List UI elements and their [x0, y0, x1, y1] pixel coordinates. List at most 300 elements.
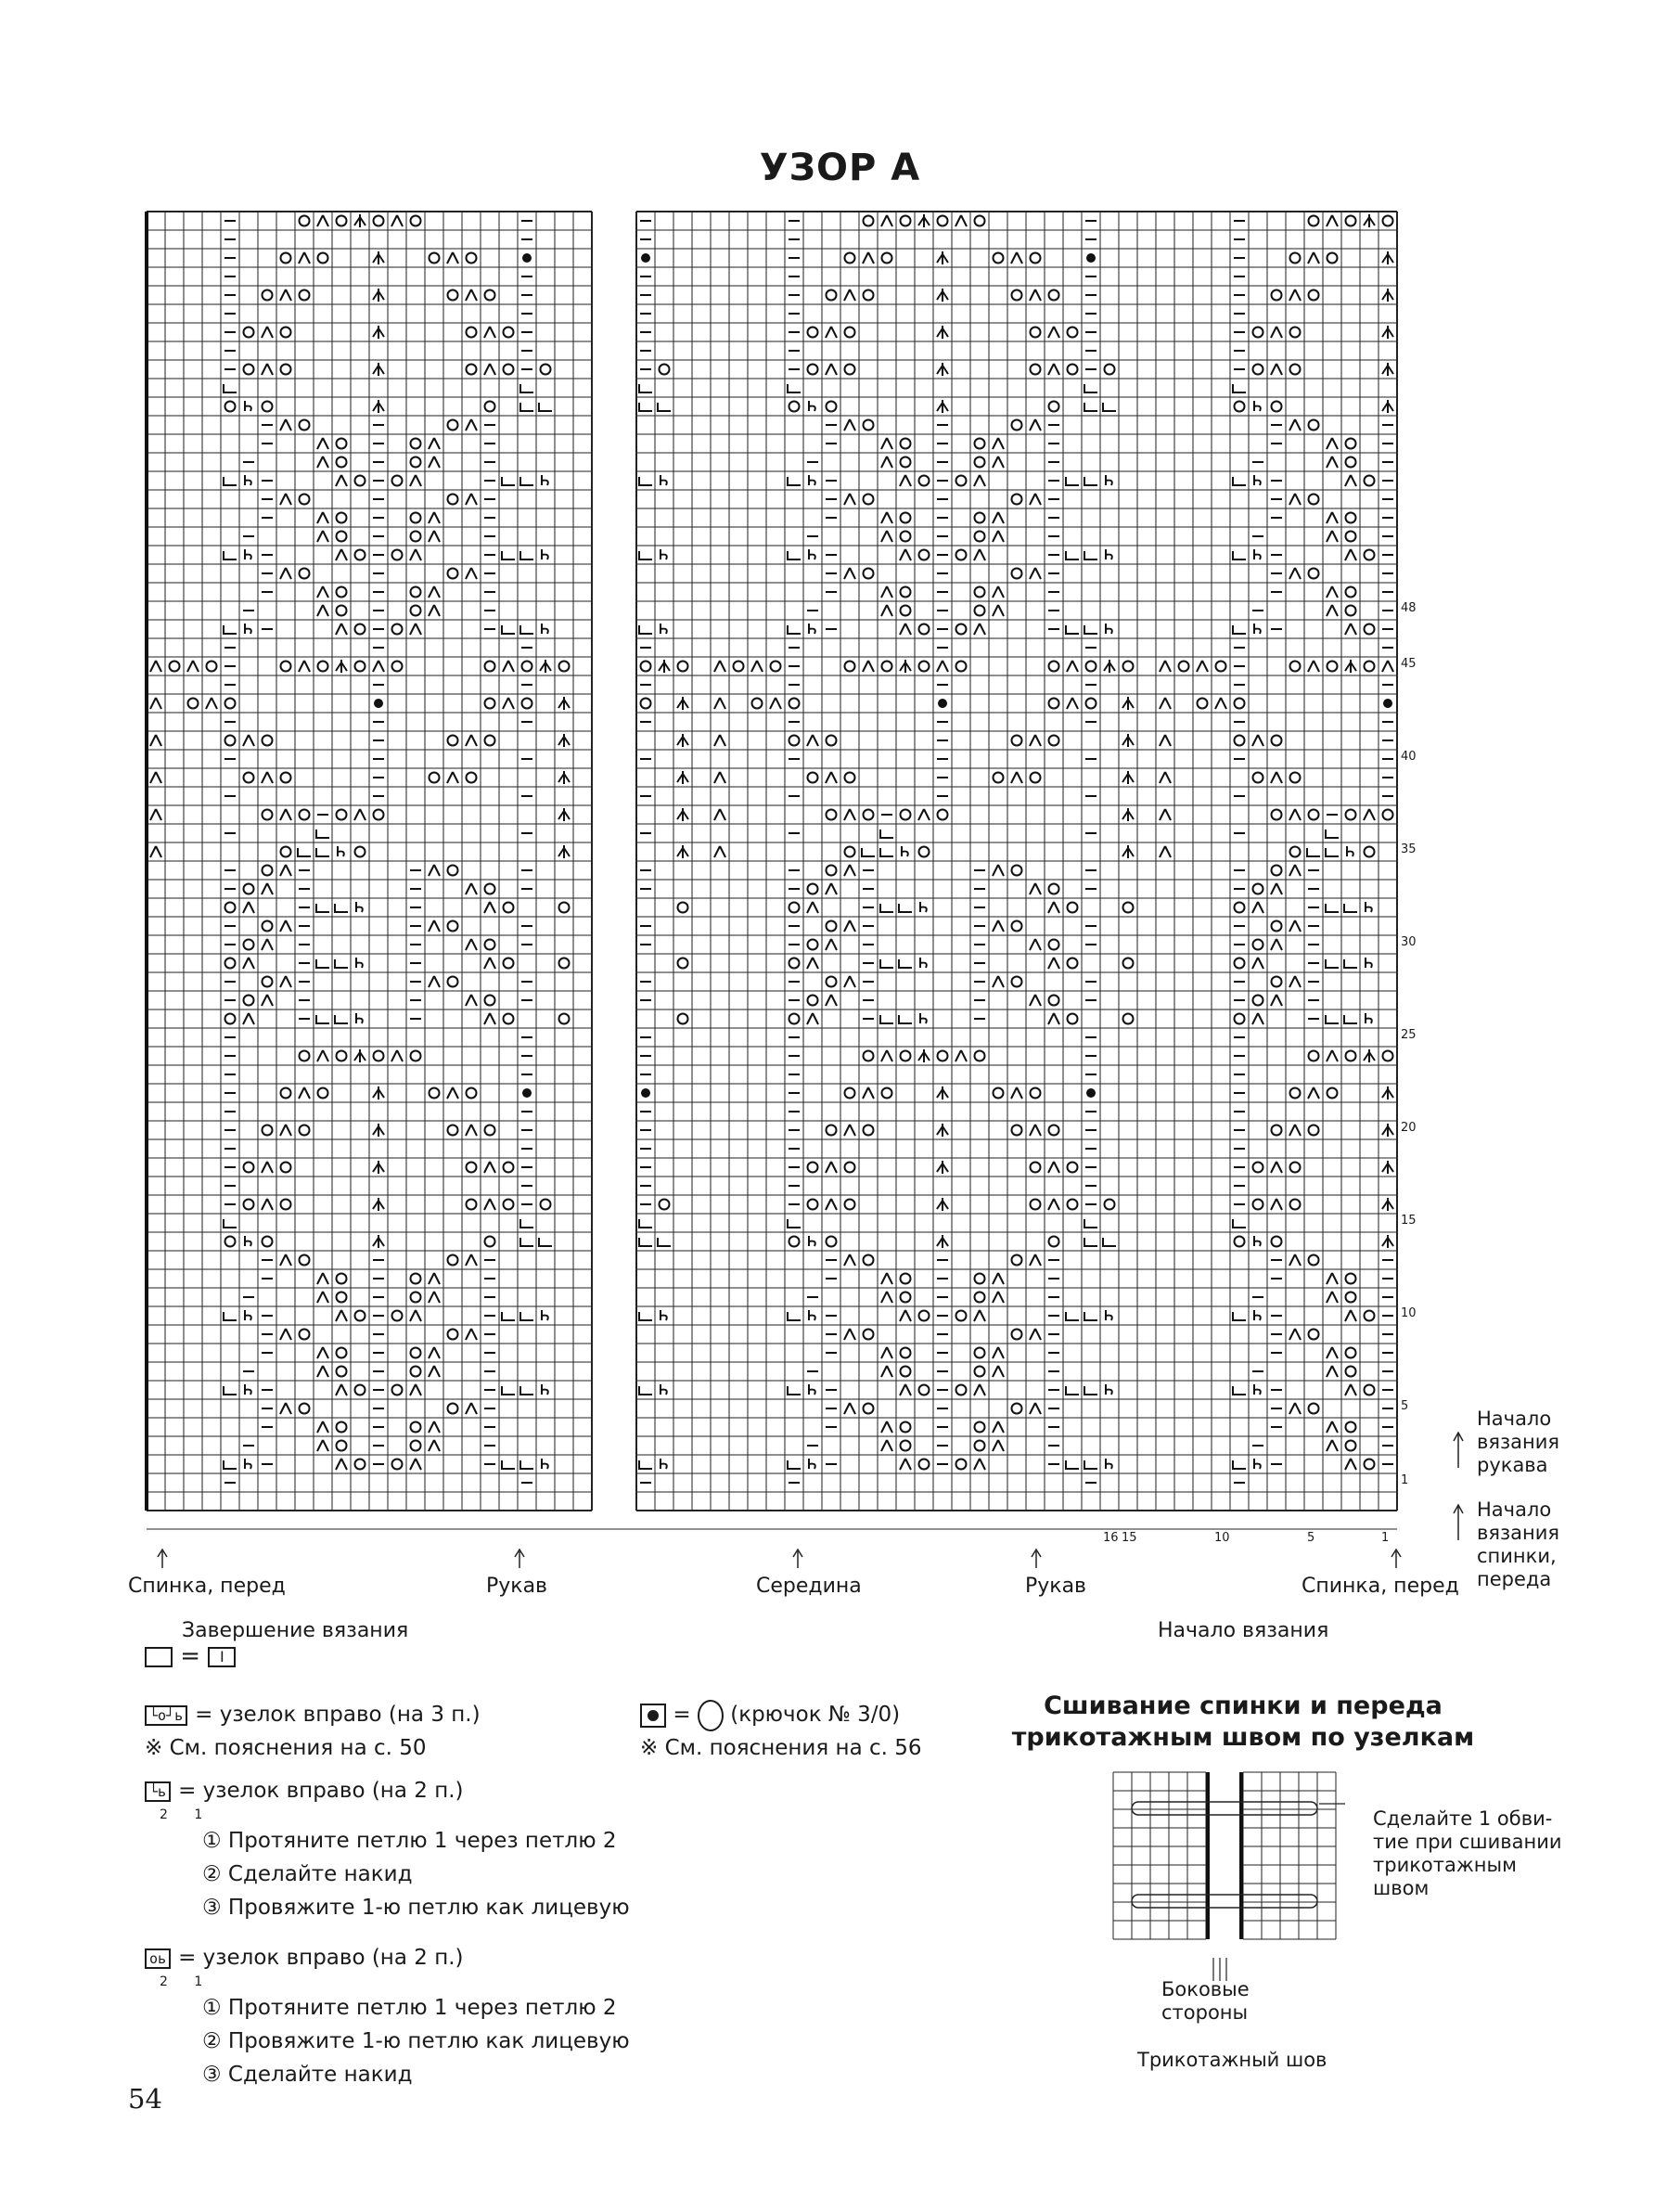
left-panel-decrease-mark: [267, 364, 273, 375]
right-panel-knot-mark: [1254, 475, 1261, 485]
right-panel-decrease-mark: [1221, 698, 1226, 709]
right-panel-decrease-mark: [844, 568, 850, 579]
left-panel-yarnover-mark: [541, 365, 551, 375]
left-panel-decrease-mark: [286, 494, 291, 505]
knot2a-symbol: └ь: [145, 1781, 171, 1802]
right-panel-decrease-mark: [1258, 958, 1263, 969]
right-panel-decrease-mark: [1289, 1329, 1295, 1340]
left-panel-decrease-mark: [447, 772, 453, 783]
left-panel-yarnover-mark: [504, 328, 514, 338]
left-panel-yarnover-mark: [244, 365, 254, 375]
right-panel-yarnover-mark: [1272, 866, 1282, 876]
left-panel-decrease-mark: [410, 1384, 416, 1395]
right-panel-decrease-mark: [1165, 698, 1171, 709]
right-panel-decrease-mark: [844, 920, 850, 932]
right-panel-knot-mark: [1326, 848, 1339, 856]
right-panel-decrease-mark: [1314, 252, 1319, 264]
left-panel-knot-mark: [539, 403, 552, 411]
right-panel-decrease-mark: [1271, 327, 1276, 338]
right-panel-knot-mark: [809, 1459, 815, 1469]
left-panel-knot-mark: [520, 403, 533, 411]
right-panel-yarnover-mark: [975, 1441, 985, 1451]
right-panel-yarnover-mark: [1309, 216, 1319, 226]
left-panel-decrease-mark: [429, 1347, 434, 1358]
right-panel-decrease-mark: [881, 1440, 887, 1451]
left-panel-decrease-mark: [490, 327, 495, 338]
right-panel-yarnover-mark: [1049, 402, 1059, 412]
right-panel-decrease-mark: [1252, 735, 1258, 746]
right-panel-decrease-mark: [850, 920, 855, 932]
right-panel-decrease-mark: [1332, 512, 1338, 523]
left-panel-decrease-mark: [262, 1162, 267, 1173]
right-panel-yarnover-mark: [882, 662, 892, 672]
right-panel-decrease-mark: [831, 327, 837, 338]
left-panel-decrease-mark: [267, 1162, 273, 1173]
left-panel-yarnover-mark: [263, 921, 273, 932]
left-panel-decrease-mark: [304, 661, 310, 672]
row-number: 35: [1401, 842, 1417, 856]
left-panel-decrease-mark: [466, 939, 471, 950]
left-panel-yarnover-mark: [355, 1460, 365, 1470]
right-panel-knot-mark: [1233, 625, 1246, 634]
right-panel-yarnover-mark: [1105, 365, 1115, 375]
left-panel-yarnover-mark: [448, 420, 458, 431]
right-panel-decrease-mark: [826, 939, 831, 950]
right-panel-yarnover-mark: [901, 439, 911, 449]
left-panel-decrease-mark: [317, 531, 323, 542]
right-panel-decrease-mark: [887, 1050, 892, 1061]
right-panel-knot-mark: [809, 549, 815, 559]
left-panel-knot-mark: [316, 1015, 329, 1023]
right-panel-yarnover-mark: [1068, 903, 1078, 913]
right-panel-decrease-mark: [905, 1459, 911, 1470]
right-panel-yarnover-mark: [901, 216, 911, 226]
right-panel-yarnover-mark: [1309, 1051, 1319, 1061]
left-panel-decrease-mark: [434, 457, 440, 468]
left-panel-decrease-mark: [484, 958, 490, 969]
right-panel-knot-mark: [920, 958, 927, 968]
right-panel-yarnover-mark: [975, 587, 985, 598]
left-panel-yarnover-mark: [281, 1200, 291, 1210]
right-panel-decrease-mark: [1369, 809, 1375, 820]
right-panel-yarnover-mark: [938, 216, 948, 226]
right-panel-knot-mark: [809, 1236, 815, 1246]
left-panel-yarnover-mark: [430, 253, 440, 264]
left-panel-decrease-mark: [317, 512, 323, 523]
right-panel-yarnover-mark: [864, 495, 874, 505]
right-panel-yarnover-mark: [1049, 699, 1059, 709]
left-panel-decrease-mark: [410, 549, 416, 560]
left-panel-yarnover-mark: [337, 1274, 347, 1284]
left-panel-yarnover-mark: [337, 457, 347, 468]
right-panel-decrease-mark: [881, 215, 887, 226]
right-panel-decrease-mark: [1289, 1403, 1295, 1414]
left-panel-decrease-mark: [286, 976, 291, 987]
left-panel-knot-mark: [356, 1013, 363, 1023]
right-panel-yarnover-mark: [1012, 921, 1022, 932]
left-panel-knot-mark: [245, 1310, 251, 1320]
left-panel-yarnover-mark: [281, 253, 291, 264]
right-panel-decrease-mark: [887, 605, 892, 616]
right-panel-decrease-mark: [714, 735, 720, 746]
right-panel-knot-mark: [660, 1384, 667, 1395]
right-panel-decrease-mark: [1165, 809, 1171, 820]
left-panel-decrease-mark: [286, 1254, 291, 1266]
right-panel-yarnover-mark: [975, 1348, 985, 1358]
column-number: 16: [1103, 1531, 1119, 1545]
left-panel-yarnover-mark: [504, 1014, 514, 1024]
right-panel-decrease-mark: [1276, 1162, 1282, 1173]
right-panel-yarnover-mark: [1365, 847, 1375, 857]
left-panel-decrease-mark: [304, 252, 310, 264]
left-panel-yarnover-mark: [263, 1237, 273, 1247]
legend-left: └o┘ь = узелок вправо (на 3 п.) ※ См. пояснения на с. 50 └ь = узелок вправо (на 2 п.) 2 1 ① Протяните петлю 1 через петлю 2 ② Сделайте накид ③ Провяжите 1-ю петлю как лицевую оь = узелок вправо (на 2 п.) 2 1 ① Протяните петлю 1 через петлю 2 ② Провяжите 1-ю петлю как лицевую ③ Сделайте накид: [145, 1698, 664, 2091]
right-panel-decrease-mark: [850, 494, 855, 505]
left-panel-decrease-mark: [280, 865, 286, 876]
right-panel-yarnover-mark: [1309, 290, 1319, 301]
right-panel-decrease-mark: [1327, 1273, 1332, 1284]
left-panel-decrease-mark: [471, 1254, 477, 1266]
left-panel-yarnover-mark: [318, 1088, 328, 1099]
right-panel-decrease-mark: [1035, 1125, 1041, 1136]
left-panel-decrease-mark: [484, 902, 490, 913]
right-panel-yarnover-mark: [901, 1348, 911, 1358]
right-panel-knot-mark: [1254, 549, 1261, 559]
right-panel-yarnover-mark: [1253, 996, 1263, 1006]
left-panel-decrease-mark: [429, 1421, 434, 1433]
right-panel-yarnover-mark: [1012, 495, 1022, 505]
right-panel-decrease-mark: [1048, 1199, 1054, 1210]
right-panel-yarnover-mark: [975, 606, 985, 616]
right-panel-yarnover-mark: [1049, 940, 1059, 950]
right-panel-decrease-mark: [1332, 531, 1338, 542]
left-panel-decrease-mark: [304, 1087, 310, 1099]
right-panel-yarnover-mark: [901, 1441, 911, 1451]
right-panel-knot-mark: [899, 1015, 912, 1023]
right-panel-decrease-mark: [1030, 568, 1035, 579]
right-panel-knot-mark: [658, 403, 671, 411]
right-panel-decrease-mark: [887, 1421, 892, 1433]
right-panel-yarnover-mark: [1327, 253, 1338, 264]
seam-label: Трикотажный шов: [1137, 2049, 1327, 2071]
right-panel-knot-mark: [788, 551, 801, 559]
right-panel-knot-mark: [899, 959, 912, 968]
right-panel-knot-mark: [639, 1238, 652, 1246]
left-panel-decrease-mark: [471, 568, 477, 579]
right-panel-yarnover-mark: [919, 662, 930, 672]
right-panel-decrease-mark: [1276, 995, 1282, 1006]
right-panel-knot-mark: [660, 1310, 667, 1320]
left-panel-yarnover-mark: [337, 1367, 347, 1377]
page-number: 54: [128, 2083, 162, 2115]
right-panel-yarnover-mark: [864, 1255, 874, 1266]
right-panel-decrease-mark: [1035, 494, 1041, 505]
row-number: 15: [1401, 1214, 1417, 1228]
left-panel-yarnover-mark: [411, 216, 421, 226]
right-panel-knot-mark: [1344, 959, 1357, 968]
left-panel-decrease-mark: [416, 1310, 421, 1321]
right-panel-yarnover-mark: [1012, 290, 1022, 301]
note-body-start: Начало вязания спинки, переда: [1477, 1498, 1560, 1590]
right-panel-decrease-mark: [863, 661, 868, 672]
left-panel-yarnover-mark: [244, 1200, 254, 1210]
right-panel-yarnover-mark: [808, 1200, 818, 1210]
left-panel-yarnover-mark: [300, 495, 310, 505]
right-panel-decrease-mark: [1252, 902, 1258, 913]
left-panel-yarnover-mark: [392, 550, 403, 560]
right-panel-yarnover-mark: [1068, 1200, 1078, 1210]
right-panel-yarnover-mark: [994, 1088, 1004, 1099]
left-panel-decrease-mark: [484, 1162, 490, 1173]
left-panel-decrease-mark: [267, 939, 273, 950]
right-panel-decrease-mark: [1160, 735, 1165, 746]
right-panel-decrease-mark: [1030, 883, 1035, 894]
left-panel-decrease-mark: [262, 364, 267, 375]
right-panel-knot-mark: [1084, 1219, 1097, 1228]
right-panel-decrease-mark: [1332, 586, 1338, 598]
right-panel-knot-mark: [1233, 1386, 1246, 1395]
left-panel-knot-mark: [224, 1312, 237, 1320]
right-panel-yarnover-mark: [1383, 1051, 1393, 1061]
left-panel-yarnover-mark: [355, 1311, 365, 1321]
left-panel-yarnover-mark: [300, 1051, 310, 1061]
left-panel-decrease-mark: [490, 902, 495, 913]
right-panel-decrease-mark: [1197, 661, 1202, 672]
left-panel-yarnover-mark: [207, 662, 217, 672]
left-panel-decrease-mark: [193, 661, 199, 672]
right-panel-decrease-mark: [980, 624, 985, 635]
right-panel-decrease-mark: [1030, 1125, 1035, 1136]
left-panel-decrease-mark: [323, 215, 328, 226]
left-panel-decrease-mark: [429, 865, 434, 876]
right-panel-decrease-mark: [844, 419, 850, 431]
right-panel-knot-mark: [788, 1312, 801, 1320]
left-panel-knot-mark: [316, 829, 329, 838]
left-panel-yarnover-mark: [504, 365, 514, 375]
left-panel-yarnover-mark: [411, 1422, 421, 1433]
left-panel-yarnover-mark: [263, 1125, 273, 1136]
left-panel-decrease-mark: [471, 1403, 477, 1414]
right-panel-yarnover-mark: [845, 847, 855, 857]
right-panel-yarnover-mark: [1235, 736, 1245, 746]
right-panel-decrease-mark: [850, 865, 855, 876]
right-panel-yarnover-mark: [789, 903, 800, 913]
left-panel-yarnover-mark: [225, 1237, 236, 1247]
left-panel-yarnover-mark: [300, 216, 310, 226]
right-panel-decrease-mark: [1364, 809, 1369, 820]
right-panel-decrease-mark: [826, 1199, 831, 1210]
right-panel-yarnover-mark: [1290, 365, 1301, 375]
label-back-front-left: Спинка, перед: [128, 1575, 286, 1598]
left-panel-yarnover-mark: [337, 1051, 347, 1061]
left-panel-yarnover-mark: [300, 569, 310, 579]
right-panel-decrease-mark: [807, 958, 813, 969]
left-panel-yarnover-mark: [467, 1200, 477, 1210]
right-panel-yarnover-mark: [1290, 847, 1301, 857]
left-panel-decrease-mark: [466, 1125, 471, 1136]
right-panel-decrease-mark: [850, 419, 855, 431]
left-panel-yarnover-mark: [281, 1163, 291, 1173]
right-panel-yarnover-mark: [1346, 810, 1356, 820]
right-panel-yarnover-mark: [1068, 365, 1078, 375]
left-panel-yarnover-mark: [355, 662, 365, 672]
left-panel-decrease-mark: [471, 1125, 477, 1136]
right-panel-yarnover-mark: [919, 550, 930, 560]
left-panel-yarnover-mark: [318, 253, 328, 264]
left-panel-decrease-mark: [323, 1292, 328, 1303]
right-panel-decrease-mark: [1165, 846, 1171, 857]
right-panel-yarnover-mark: [1272, 402, 1282, 412]
right-panel-decrease-mark: [1054, 958, 1059, 969]
right-panel-decrease-mark: [1289, 1254, 1295, 1266]
right-panel-decrease-mark: [1289, 809, 1295, 820]
right-panel-yarnover-mark: [845, 253, 855, 264]
right-panel-yarnover-mark: [1235, 699, 1245, 709]
left-panel-decrease-mark: [317, 1421, 323, 1433]
right-panel-decrease-mark: [993, 1273, 998, 1284]
left-panel-yarnover-mark: [411, 513, 421, 523]
left-panel-yarnover-mark: [485, 1237, 495, 1247]
right-panel-decrease-mark: [844, 809, 850, 820]
right-panel-yarnover-mark: [1290, 662, 1301, 672]
left-panel-yarnover-mark: [225, 402, 236, 412]
left-panel-decrease-mark: [434, 1421, 440, 1433]
right-panel-decrease-mark: [1215, 698, 1221, 709]
left-panel-decrease-mark: [317, 1050, 323, 1061]
right-panel-knot-mark: [639, 551, 652, 559]
left-panel-decrease-mark: [484, 1013, 490, 1024]
right-panel-knot-mark: [1084, 625, 1097, 634]
left-panel-decrease-mark: [447, 252, 453, 264]
right-panel-decrease-mark: [1327, 457, 1332, 468]
right-panel-yarnover-mark: [1012, 866, 1022, 876]
left-panel-decrease-mark: [466, 1403, 471, 1414]
right-panel-yarnover-mark: [864, 1330, 874, 1340]
left-panel-yarnover-mark: [355, 1385, 365, 1395]
left-panel-yarnover-mark: [448, 569, 458, 579]
left-panel-decrease-mark: [341, 549, 347, 560]
left-panel-decrease-mark: [249, 1013, 254, 1024]
left-panel-yarnover-mark: [318, 662, 328, 672]
right-panel-yarnover-mark: [975, 439, 985, 449]
left-panel-decrease-mark: [150, 698, 156, 709]
right-panel-yarnover-mark: [1346, 532, 1356, 542]
left-panel-decrease-mark: [150, 735, 156, 746]
left-panel-decrease-mark: [317, 1347, 323, 1358]
right-panel-decrease-mark: [881, 605, 887, 616]
right-panel-knot-mark: [809, 401, 815, 411]
right-panel-yarnover-mark: [919, 624, 930, 635]
right-panel-decrease-mark: [868, 661, 874, 672]
left-panel-decrease-mark: [471, 735, 477, 746]
left-panel-decrease-mark: [434, 920, 440, 932]
left-panel-knot-mark: [224, 477, 237, 485]
left-panel-decrease-mark: [206, 698, 212, 709]
left-panel-decrease-mark: [503, 698, 508, 709]
left-panel-decrease-mark: [156, 846, 161, 857]
right-panel-decrease-mark: [1295, 568, 1301, 579]
left-panel-yarnover-mark: [374, 216, 384, 226]
right-panel-yarnover-mark: [1235, 402, 1245, 412]
right-panel-decrease-mark: [1351, 1310, 1356, 1321]
right-panel-decrease-mark: [1332, 605, 1338, 616]
right-panel-knot-mark: [1233, 1312, 1246, 1320]
left-panel-yarnover-mark: [392, 624, 403, 635]
right-panel-decrease-mark: [937, 661, 943, 672]
right-panel-decrease-mark: [905, 624, 911, 635]
right-panel-yarnover-mark: [864, 1051, 874, 1061]
right-panel-yarnover-mark: [771, 662, 781, 672]
right-panel-knot-mark: [1254, 1236, 1261, 1246]
right-panel-yarnover-mark: [1031, 1163, 1041, 1173]
right-panel-decrease-mark: [887, 1347, 892, 1358]
right-panel-decrease-mark: [993, 1421, 998, 1433]
right-panel-decrease-mark: [831, 1162, 837, 1173]
right-panel-yarnover-mark: [1383, 216, 1393, 226]
right-panel-knot-mark: [660, 549, 667, 559]
right-panel-decrease-mark: [1276, 772, 1282, 783]
right-panel-yarnover-mark: [1253, 884, 1263, 894]
left-panel-yarnover-mark: [244, 773, 254, 783]
right-panel-decrease-mark: [813, 902, 818, 913]
right-panel-decrease-mark: [1382, 661, 1388, 672]
left-panel-decrease-mark: [466, 568, 471, 579]
right-panel-knot-mark: [1347, 846, 1353, 856]
left-panel-knot-mark: [542, 1310, 548, 1320]
right-panel-knot-mark: [660, 1459, 667, 1469]
left-panel-decrease-mark: [323, 1347, 328, 1358]
right-panel-decrease-mark: [850, 1403, 855, 1414]
right-panel-decrease-mark: [826, 327, 831, 338]
right-panel-yarnover-mark: [1253, 773, 1263, 783]
left-panel-yarnover-mark: [467, 1163, 477, 1173]
left-panel-decrease-mark: [262, 939, 267, 950]
right-panel-decrease-mark: [1345, 1384, 1351, 1395]
right-panel-yarnover-mark: [827, 1125, 837, 1136]
left-panel-knot-mark: [502, 477, 515, 485]
right-panel-decrease-mark: [1314, 661, 1319, 672]
right-panel-yarnover-mark: [901, 532, 911, 542]
label-middle: Середина: [756, 1575, 862, 1598]
right-panel-yarnover-mark: [901, 1274, 911, 1284]
left-panel-yarnover-mark: [374, 810, 384, 820]
left-panel-knot-mark: [224, 625, 237, 634]
left-panel-knot-mark: [316, 904, 329, 912]
right-panel-decrease-mark: [1202, 661, 1208, 672]
right-panel-yarnover-mark: [1012, 736, 1022, 746]
right-panel-yarnover-mark: [808, 1163, 818, 1173]
right-panel-yarnover-mark: [901, 1051, 911, 1061]
right-panel-yarnover-mark: [901, 606, 911, 616]
left-panel-yarnover-mark: [559, 903, 570, 913]
right-panel-yarnover-mark: [1309, 569, 1319, 579]
right-panel-decrease-mark: [1388, 661, 1393, 672]
right-panel-decrease-mark: [900, 475, 905, 486]
right-panel-decrease-mark: [826, 364, 831, 375]
right-panel-decrease-mark: [776, 698, 781, 709]
left-panel-yarnover-mark: [281, 328, 291, 338]
right-panel-yarnover-mark: [919, 1385, 930, 1395]
legend-bobble: = (крючок № 3/0) ※ См. пояснения на с. 56: [640, 1698, 1030, 1765]
right-panel-yarnover-mark: [641, 699, 651, 709]
left-panel-decrease-mark: [286, 865, 291, 876]
left-panel-decrease-mark: [156, 772, 161, 783]
right-panel-yarnover-mark: [808, 884, 818, 894]
left-panel-knot-mark: [335, 1015, 348, 1023]
right-panel-yarnover-mark: [1235, 958, 1245, 969]
right-panel-yarnover-mark: [1365, 1385, 1375, 1395]
left-panel-knot-mark: [245, 401, 251, 411]
